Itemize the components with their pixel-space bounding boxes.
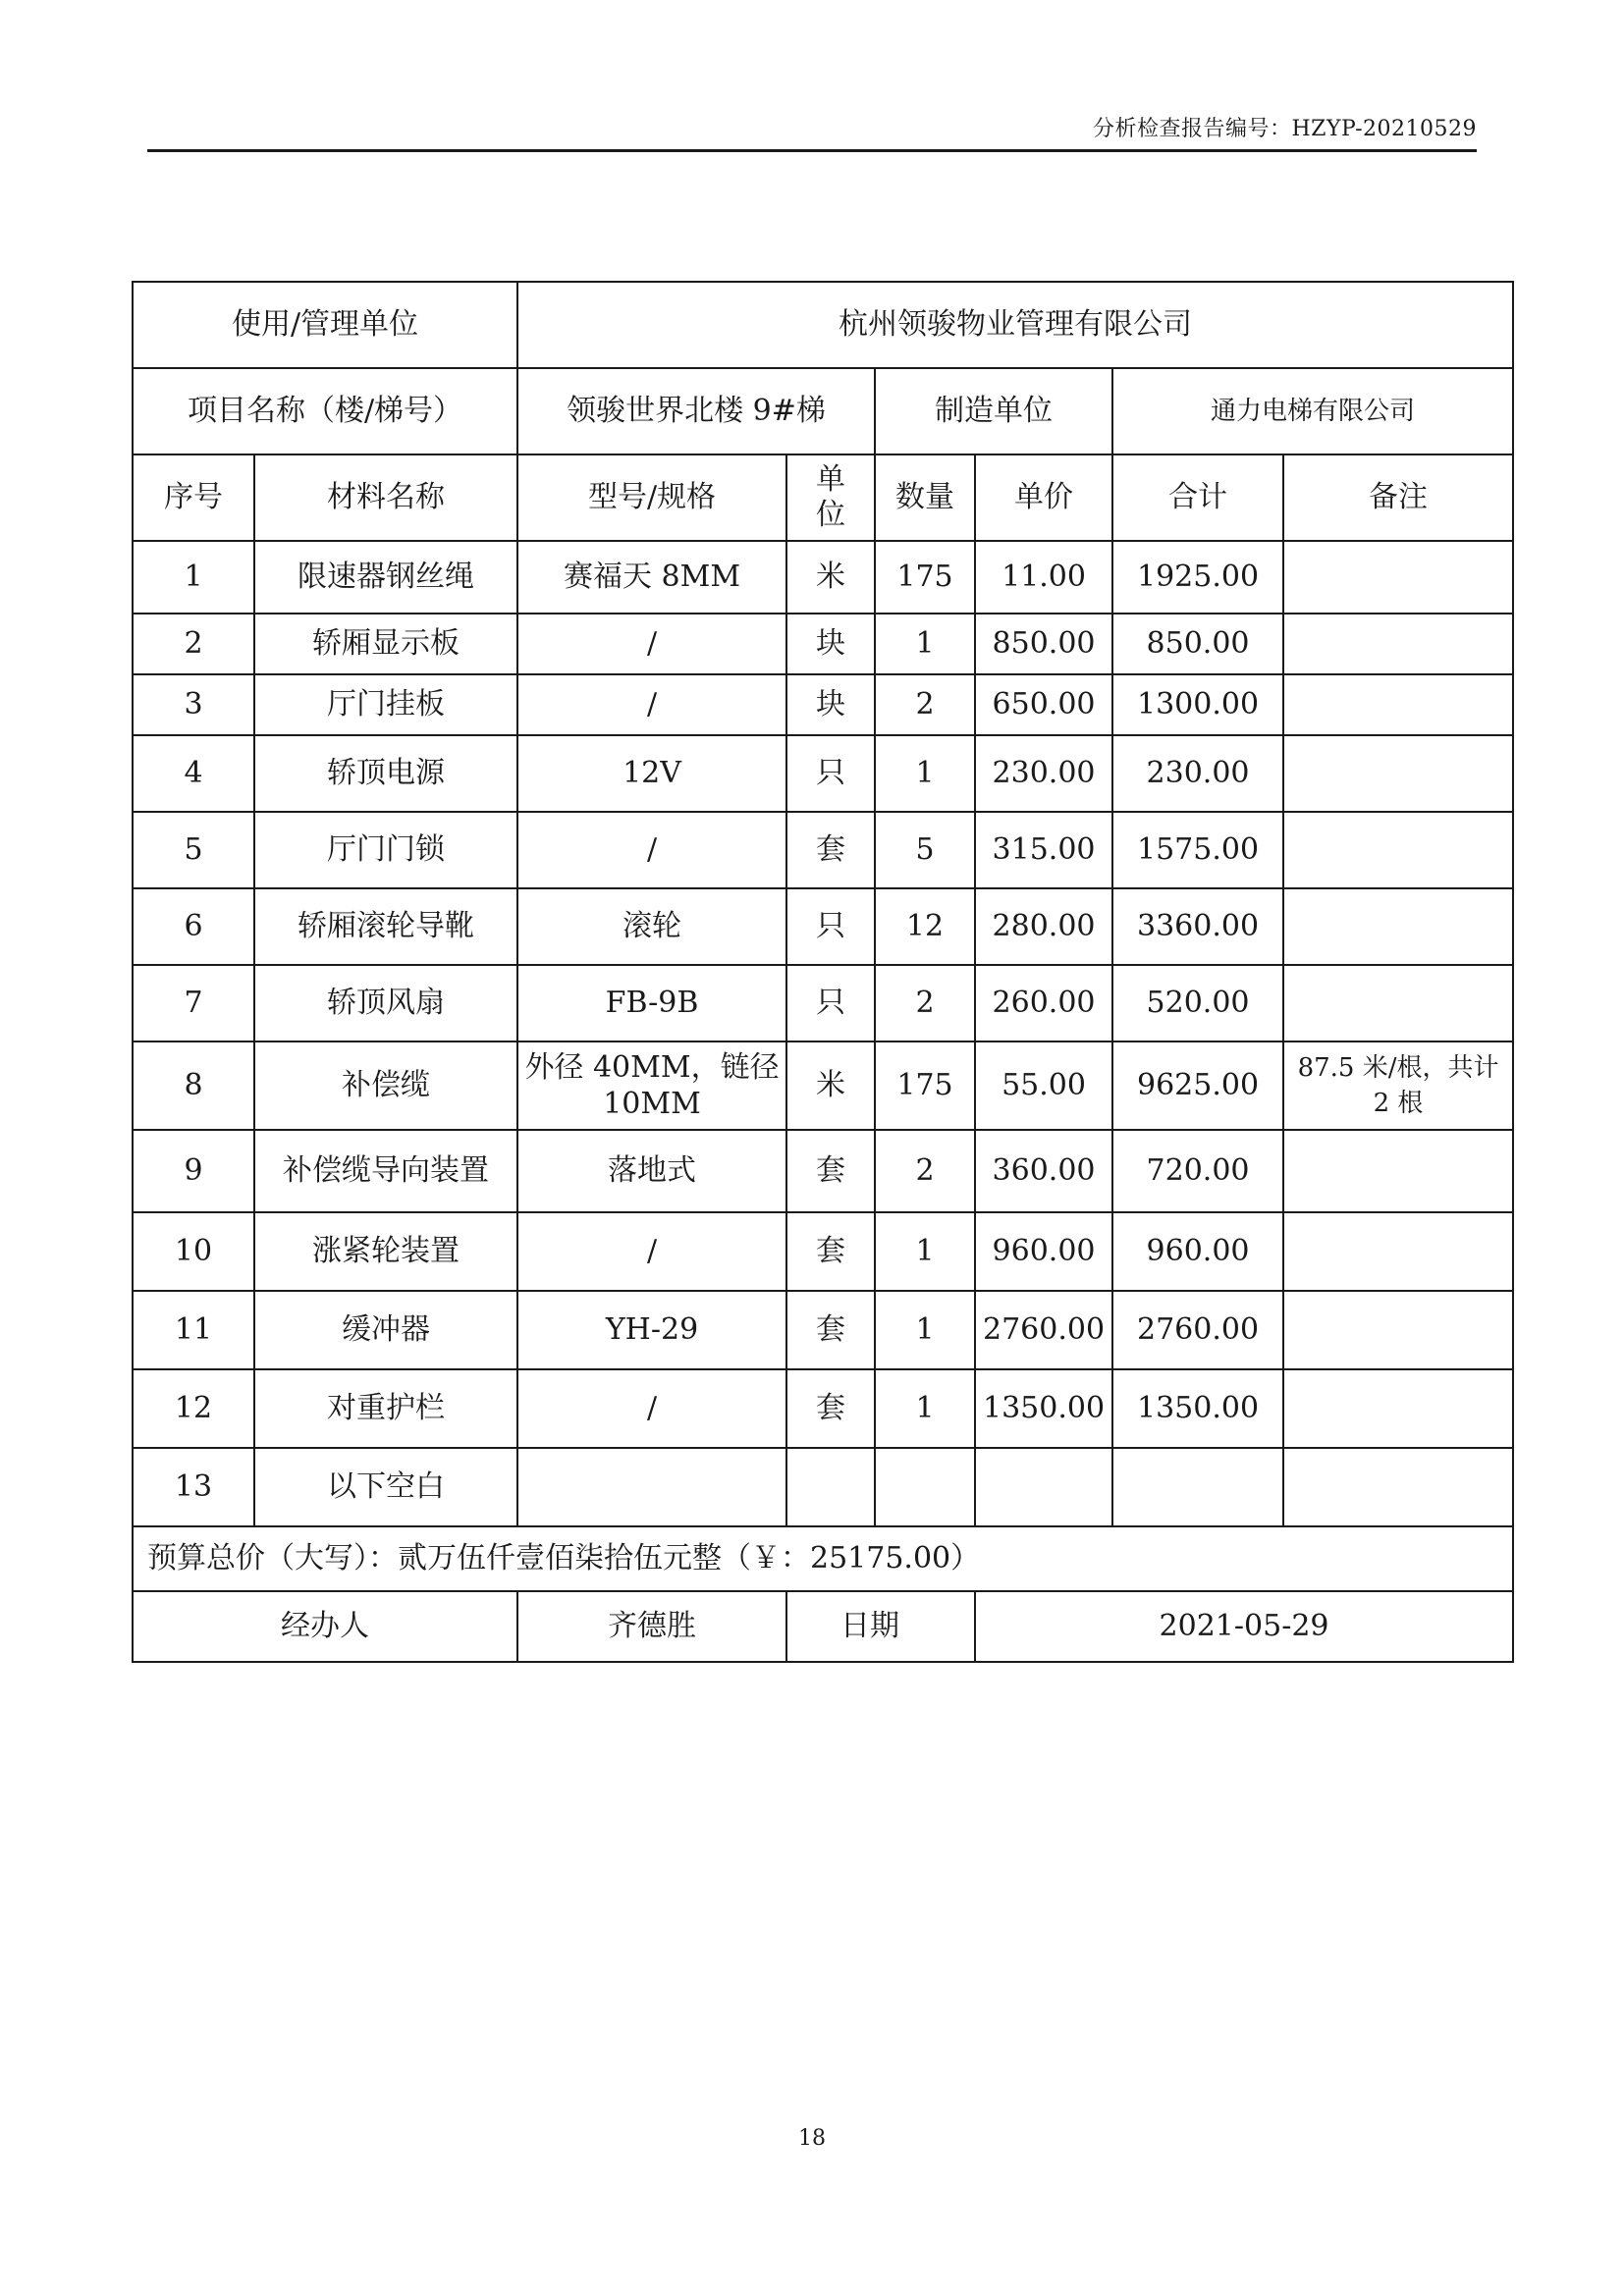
table-row	[133, 1291, 1513, 1369]
cell-unit: 套	[786, 1130, 875, 1212]
table-row	[133, 541, 1513, 614]
cell-total: 850.00	[1112, 614, 1283, 674]
budget-row	[133, 1526, 1513, 1591]
cell-model: /	[517, 674, 786, 735]
cell-remark	[1283, 1291, 1513, 1369]
date-label: 日期	[786, 1591, 975, 1662]
cell-seq: 10	[133, 1212, 254, 1291]
cell-price: 230.00	[975, 735, 1112, 812]
col-seq: 序号	[133, 454, 254, 541]
cell-price: 315.00	[975, 812, 1112, 888]
table-row	[133, 1369, 1513, 1448]
cell-total: 1925.00	[1112, 541, 1283, 614]
table-row	[133, 888, 1513, 965]
col-qty: 数量	[875, 454, 975, 541]
cell-price	[975, 1448, 1112, 1526]
cell-model: /	[517, 614, 786, 674]
cell-unit: 米	[786, 1041, 875, 1130]
cell-total: 230.00	[1112, 735, 1283, 812]
cell-unit: 只	[786, 888, 875, 965]
cell-model	[517, 1448, 786, 1526]
cell-price: 55.00	[975, 1041, 1112, 1130]
cell-unit: 只	[786, 965, 875, 1041]
cell-total: 520.00	[1112, 965, 1283, 1041]
page-number: 18	[798, 2126, 826, 2151]
cell-remark	[1283, 541, 1513, 614]
cell-seq: 2	[133, 614, 254, 674]
cell-total: 2760.00	[1112, 1291, 1283, 1369]
manufacturer-value: 通力电梯有限公司	[1112, 368, 1513, 454]
cell-seq: 13	[133, 1448, 254, 1526]
cell-remark	[1283, 1369, 1513, 1448]
table-row	[133, 1212, 1513, 1291]
cell-material: 涨紧轮装置	[254, 1212, 517, 1291]
cell-unit: 套	[786, 1369, 875, 1448]
cell-qty	[875, 1448, 975, 1526]
cell-qty: 175	[875, 1041, 975, 1130]
cell-seq: 9	[133, 1130, 254, 1212]
cell-unit: 块	[786, 674, 875, 735]
cell-price: 1350.00	[975, 1369, 1112, 1448]
cell-seq: 3	[133, 674, 254, 735]
report-number: 分析检查报告编号：HZYP-20210529	[1092, 117, 1477, 141]
cell-remark	[1283, 614, 1513, 674]
cell-model: /	[517, 1212, 786, 1291]
table-row	[133, 1130, 1513, 1212]
table-row	[133, 735, 1513, 812]
cell-unit: 套	[786, 1212, 875, 1291]
cell-qty: 1	[875, 614, 975, 674]
table-row	[133, 812, 1513, 888]
cell-total: 960.00	[1112, 1212, 1283, 1291]
cell-qty: 2	[875, 674, 975, 735]
manufacturer-label: 制造单位	[875, 368, 1112, 454]
cell-qty: 175	[875, 541, 975, 614]
cell-price: 260.00	[975, 965, 1112, 1041]
cell-material: 补偿缆导向装置	[254, 1130, 517, 1212]
cell-qty: 1	[875, 1369, 975, 1448]
cell-seq: 6	[133, 888, 254, 965]
cell-model: 外径 40MM，链径 10MM	[517, 1041, 786, 1130]
cell-material: 轿顶风扇	[254, 965, 517, 1041]
cell-total: 720.00	[1112, 1130, 1283, 1212]
cell-material: 轿顶电源	[254, 735, 517, 812]
cell-material: 厅门门锁	[254, 812, 517, 888]
date-value: 2021-05-29	[975, 1591, 1513, 1662]
cell-model: YH-29	[517, 1291, 786, 1369]
cell-qty: 1	[875, 735, 975, 812]
cell-qty: 1	[875, 1291, 975, 1369]
col-total: 合计	[1112, 454, 1283, 541]
cell-total	[1112, 1448, 1283, 1526]
cell-seq: 12	[133, 1369, 254, 1448]
cell-unit: 块	[786, 614, 875, 674]
cell-material: 缓冲器	[254, 1291, 517, 1369]
cell-unit: 米	[786, 541, 875, 614]
column-header-row	[133, 454, 1513, 541]
cell-model: 落地式	[517, 1130, 786, 1212]
cell-total: 1300.00	[1112, 674, 1283, 735]
cell-remark	[1283, 812, 1513, 888]
cell-remark	[1283, 1212, 1513, 1291]
cell-total: 3360.00	[1112, 888, 1283, 965]
col-price: 单价	[975, 454, 1112, 541]
unit-label: 使用/管理单位	[133, 282, 517, 368]
signoff-row	[133, 1591, 1513, 1662]
col-unit: 单位	[786, 454, 875, 541]
col-remark: 备注	[1283, 454, 1513, 541]
cell-qty: 2	[875, 1130, 975, 1212]
col-material: 材料名称	[254, 454, 517, 541]
cell-qty: 1	[875, 1212, 975, 1291]
cell-price: 11.00	[975, 541, 1112, 614]
project-row	[133, 368, 1513, 454]
cell-model: 赛福天 8MM	[517, 541, 786, 614]
cell-unit: 套	[786, 812, 875, 888]
cell-material: 轿厢滚轮导靴	[254, 888, 517, 965]
cell-remark: 87.5 米/根，共计 2 根	[1283, 1041, 1513, 1130]
cell-material: 厅门挂板	[254, 674, 517, 735]
cell-model: /	[517, 812, 786, 888]
cell-total: 9625.00	[1112, 1041, 1283, 1130]
cell-unit: 套	[786, 1291, 875, 1369]
handler-label: 经办人	[133, 1591, 517, 1662]
cell-model: 12V	[517, 735, 786, 812]
cell-remark	[1283, 965, 1513, 1041]
table-row	[133, 965, 1513, 1041]
cell-total: 1350.00	[1112, 1369, 1283, 1448]
cell-remark	[1283, 1448, 1513, 1526]
budget-total: 预算总价（大写）：贰万伍仟壹佰柒拾伍元整（￥：25175.00）	[133, 1526, 1513, 1591]
cell-model: 滚轮	[517, 888, 786, 965]
cell-seq: 8	[133, 1041, 254, 1130]
cell-qty: 12	[875, 888, 975, 965]
cell-material: 补偿缆	[254, 1041, 517, 1130]
cell-model: /	[517, 1369, 786, 1448]
cell-unit	[786, 1448, 875, 1526]
cell-price: 360.00	[975, 1130, 1112, 1212]
cell-price: 850.00	[975, 614, 1112, 674]
cell-qty: 5	[875, 812, 975, 888]
cell-seq: 7	[133, 965, 254, 1041]
cell-qty: 2	[875, 965, 975, 1041]
cell-price: 960.00	[975, 1212, 1112, 1291]
project-value: 领骏世界北楼 9#梯	[517, 368, 875, 454]
cell-price: 280.00	[975, 888, 1112, 965]
unit-row	[133, 282, 1513, 368]
table-row	[133, 614, 1513, 674]
cell-remark	[1283, 735, 1513, 812]
cell-seq: 1	[133, 541, 254, 614]
material-budget-table	[132, 281, 1514, 1663]
cell-material: 以下空白	[254, 1448, 517, 1526]
cell-material: 轿厢显示板	[254, 614, 517, 674]
table-row	[133, 674, 1513, 735]
col-model: 型号/规格	[517, 454, 786, 541]
cell-price: 650.00	[975, 674, 1112, 735]
cell-unit: 只	[786, 735, 875, 812]
table-row	[133, 1041, 1513, 1130]
cell-remark	[1283, 1130, 1513, 1212]
cell-material: 限速器钢丝绳	[254, 541, 517, 614]
cell-price: 2760.00	[975, 1291, 1112, 1369]
cell-seq: 11	[133, 1291, 254, 1369]
cell-remark	[1283, 674, 1513, 735]
cell-total: 1575.00	[1112, 812, 1283, 888]
report-header	[147, 110, 1477, 152]
cell-seq: 5	[133, 812, 254, 888]
cell-material: 对重护栏	[254, 1369, 517, 1448]
unit-value: 杭州领骏物业管理有限公司	[517, 282, 1513, 368]
cell-seq: 4	[133, 735, 254, 812]
cell-remark	[1283, 888, 1513, 965]
handler-value: 齐德胜	[517, 1591, 786, 1662]
cell-model: FB-9B	[517, 965, 786, 1041]
table-row	[133, 1448, 1513, 1526]
project-label: 项目名称（楼/梯号）	[133, 368, 517, 454]
